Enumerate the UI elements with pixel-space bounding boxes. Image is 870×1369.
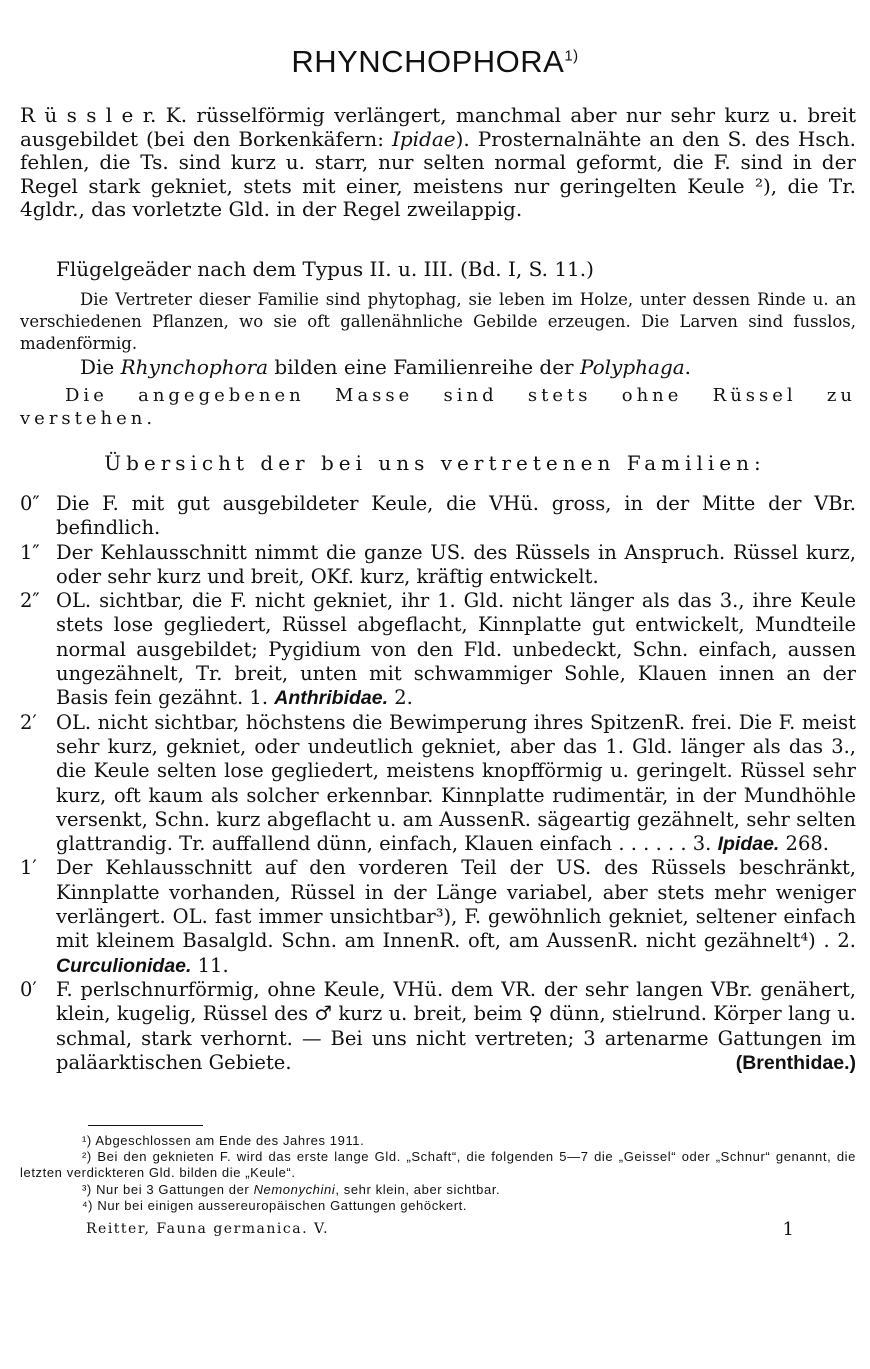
key-entry — [20, 589, 856, 710]
key-entry-family: Ipidae. — [717, 833, 780, 856]
footnote-3-italic: Nemonychini — [253, 1182, 336, 1197]
intro-paragraph-5 — [20, 384, 856, 430]
intro-p1-text: R ü s s l e r. K. rüsselförmig verlängert, manchmal aber nur sehr kurz u. breit ausgebildet (bei den Borkenkäfern: — [20, 103, 856, 151]
intro-paragraph-4 — [20, 355, 856, 379]
key-entry-family: Curculionidae. — [56, 954, 192, 977]
key-entry-text: Die F. mit gut ausgebildeter Keule, die VHü. gross, in der Mitte der VBr. befindlich. — [56, 492, 856, 540]
key-entry-number: 1″ — [20, 540, 40, 564]
key-entry-number: 0′ — [20, 977, 37, 1001]
key-entry-page-ref: 11. — [191, 953, 229, 977]
key-entry-page-ref: 2. — [388, 686, 413, 710]
intro-p1-text-end: ). Prosternalnähte an den S. des Hsch. fehlen, die Ts. sind kurz u. starr, nur selten normal geformt, die F. sind in der Regel stark gekniet, stets mit einer, meistens nur geringelten Keule ²), die Tr. 4gldr., das vorletzte Gld. in der Regel zweilappig. — [20, 126, 856, 221]
key-entry-page-ref: 268. — [779, 832, 829, 856]
footnote-2 — [20, 1149, 856, 1181]
key-entry-text: Der Kehlausschnitt nimmt die ganze US. des Rüssels in Anspruch. Rüssel kurz, oder sehr kurz und breit, OKf. kurz, kräftig entwickelt. — [56, 540, 856, 588]
footnote-divider — [88, 1125, 203, 1126]
key-entry-family: Anthribidae. — [274, 687, 389, 710]
footnote-4: ⁴) Nur bei einigen aussereuropäischen Gattungen gehöckert. — [82, 1198, 468, 1213]
page-number: 1 — [782, 1219, 794, 1240]
key-entry-number: 0″ — [20, 492, 40, 515]
intro-paragraph-1 — [20, 104, 856, 222]
intro-paragraph-3 — [20, 289, 856, 355]
page-footer — [86, 1219, 794, 1240]
intro-p5-text: Die angegebenen Masse sind stets ohne Rüssel zu verstehen. — [20, 385, 856, 429]
intro-p3-text: Die Vertreter dieser Familie sind phytophag, sie leben im Holze, unter dessen Rinde u. an verschiedenen Pflanzen, wo sie oft gallenähnliche Gebilde erzeugen. Die Larven sind fusslos, madenförmig. — [20, 290, 856, 353]
intro-p4-italic-2: Polyphaga — [579, 355, 685, 379]
intro-p4-mid: bilden eine Familienreihe der — [268, 355, 580, 379]
intro-paragraph-2 — [20, 257, 856, 281]
footnote-3-end: , sehr klein, aber sichtbar. — [335, 1182, 501, 1197]
footnote-1: ¹) Abgeschlossen am Ende des Jahres 1911. — [82, 1133, 365, 1148]
key-entry-text: Der Kehlausschnitt auf den vorderen Teil der US. des Rüssels beschränkt, Kinnplatte vorhanden, Rüssel in der Länge variabel, aber stets mehr weniger verlängert. OL. fast immer unsichtbar³), F. gewöhnlich gekniet, seltener einfach mit kleinem Basalgld. Schn. am InnenR. oft, am AussenR. nicht gezähnelt⁴) . 2. — [56, 856, 856, 953]
key-entry-number: 2″ — [20, 589, 40, 613]
intro-p4-text: Die — [80, 355, 121, 379]
intro-p4-end: . — [684, 355, 692, 379]
section-heading: Übersicht der bei uns vertretenen Familien: — [104, 451, 766, 475]
intro-p4-italic-1: Rhynchophora — [120, 355, 269, 379]
footnote-3-text: ³) Nur bei 3 Gattungen der — [82, 1182, 254, 1197]
key-entries — [20, 492, 856, 1075]
title-footnote-marker: 1) — [564, 47, 579, 65]
key-entry — [20, 492, 856, 541]
intro-p2-text: Flügelgeäder nach dem Typus II. u. III. (Bd. I, S. 11.) — [56, 257, 594, 281]
key-entry — [20, 541, 856, 590]
footer-source: Reitter, Fauna germanica. V. — [86, 1221, 330, 1237]
footnote-3 — [20, 1182, 870, 1198]
key-entry-number: 2′ — [20, 710, 37, 734]
key-entry-text: OL. nicht sichtbar, höchstens die Bewimperung ihres SpitzenR. frei. Die F. meist sehr kurz, gekniet, oder undeutlich gekniet, aber das 1. Gld. länger als das 3., die Keule selten lose gegliedert, meistens knopfförmig u. geringelt. Rüssel sehr kurz, oft kaum als solcher erkennbar. Kinnplatte rudimentär, in der Mundhöhle versenkt, Schn. kurz abgeflacht u. am AussenR. sägeartig gezähnelt, sehr selten glattrandig. Tr. auffallend dünn, einfach, Klauen einfach . . . . . . 3. — [56, 710, 856, 856]
page-title — [0, 44, 870, 80]
key-entry — [20, 856, 856, 977]
key-entry-text: F. perlschnurförmig, ohne Keule, VHü. dem VR. der sehr langen VBr. genähert, klein, kugelig, Rüssel des ♂ kurz u. breit, beim ♀ dünn, stielrund. Körper lang u. schmal, stark verhornt. — Bei uns nicht vertreten; 3 artenarme Gattungen im paläarktischen Gebiete. — [56, 977, 856, 1074]
key-entry-text: OL. sichtbar, die F. nicht gekniet, ihr 1. Gld. nicht länger als das 3., ihre Keule stets lose gegliedert, Rüssel abgeflacht, Kinnplatte gut entwickelt, Mundteile normal ausgebildet; Pygidium von den Fld. unbedeckt, Schn. einfach, aussen ungezähnelt, Tr. breit, unten mit schwammiger Sohle, Klauen innen an der Basis fein gezähnt. 1. — [56, 589, 856, 710]
footnote-2-text: ²) Bei den geknieten F. wird das erste lange Gld. „Schaft“, die folgenden 5—7 die „Geissel“ oder „Schnur“ genannt, die letzten verdickteren Gld. bilden die „Keule“. — [20, 1149, 856, 1180]
key-entry — [20, 711, 856, 857]
key-entry-family: (Brenthidae.) — [735, 1051, 856, 1074]
title-text: RHYNCHOPHORA — [291, 44, 565, 79]
key-entry — [20, 978, 856, 1075]
key-entry-number: 1′ — [20, 856, 37, 880]
intro-p1-italic: Ipidae — [391, 126, 456, 151]
